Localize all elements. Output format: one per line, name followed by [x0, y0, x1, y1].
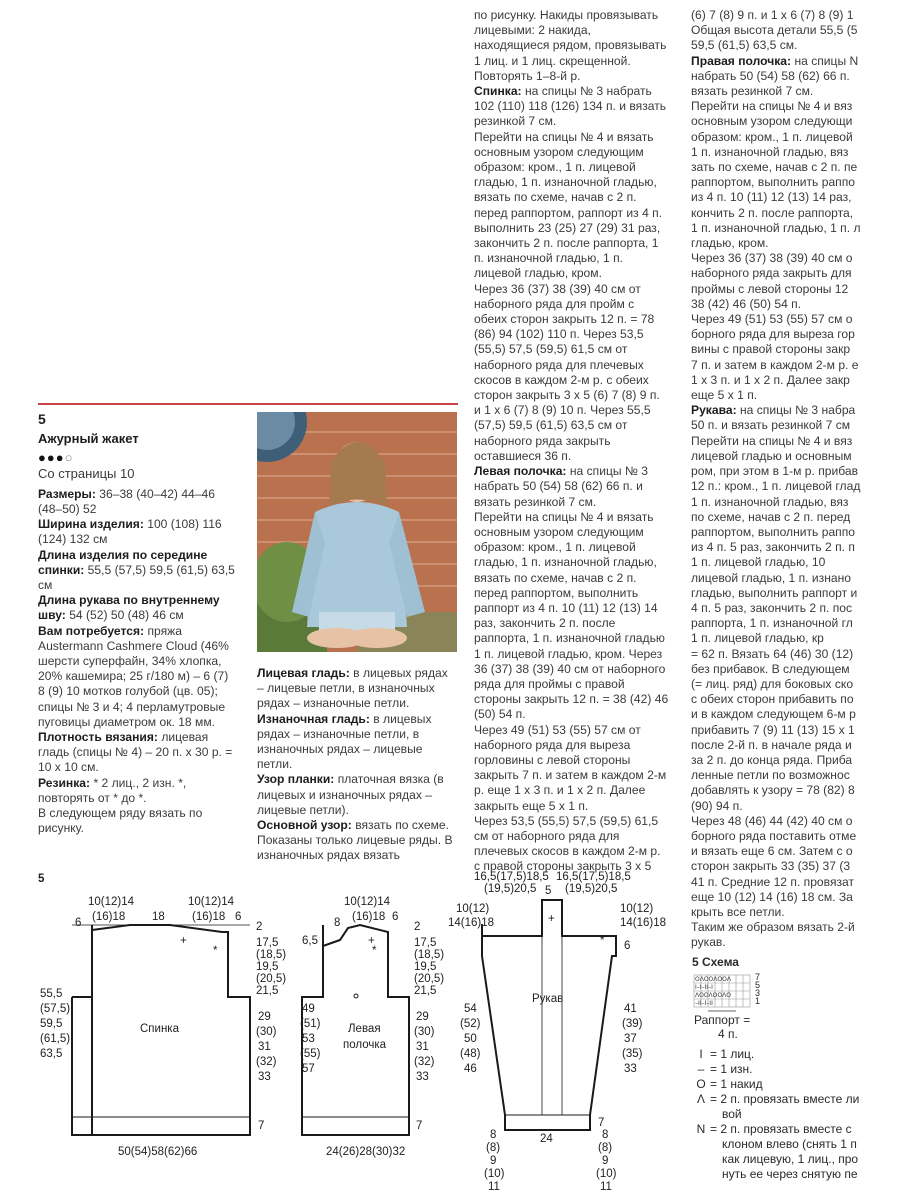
model-photo	[257, 412, 457, 652]
left-front-text-3: Через 49 (51) 53 (55) 57 см от наборного ряда для выреза горловины с левой стороны закрыть 7 п. и затем в каждом 2-м р. еще 1 x 3 п. и 1 x 2 п. Далее закрыть еще 5 x 1 п.	[474, 722, 667, 813]
pattern-intro: по рисунку. Накиды провязывать лицевыми: 2 накида, находящиеся рядом, провязывать 1 лиц. и 1 лиц. скрещенной. Повторять 1–8-й р.	[474, 8, 667, 83]
back-dim-neck: 18	[152, 911, 165, 923]
stitch-definitions-column	[257, 666, 457, 864]
text-line: гладью, выполнить раппорт и	[691, 585, 858, 600]
text-line: основным узором следующи	[691, 114, 853, 129]
text-line: без прибавок. В следующем	[691, 661, 850, 676]
text-line: 7 п. и затем в каждом 2-м р. е	[691, 357, 859, 372]
back-dim-shoulder-right: 10(12)14	[188, 896, 235, 908]
front-dim-h3: 53	[302, 1033, 315, 1045]
rib-extra: В следующем ряду вязать по рисунку.	[38, 806, 203, 836]
front-dim-r4: 19,5	[414, 961, 437, 973]
front-dim-rib: 7	[416, 1120, 423, 1132]
text-line: вязать резинкой 7 см.	[691, 84, 814, 99]
back-dim-shoulder-right-2: (16)18	[192, 911, 226, 923]
back-dim-s3: 31	[258, 1041, 271, 1053]
front-dim-h2: (51)	[300, 1018, 321, 1030]
front-dim-h5: 57	[302, 1063, 315, 1075]
text-line: 4 п. 5 раз, закончить 2 п. пос	[691, 600, 853, 615]
back-dim-r3: (18,5)	[256, 949, 287, 961]
marker-star: *	[600, 935, 605, 947]
text-line: по схеме, начав с 2 п. перед	[691, 509, 851, 524]
legend-symbol	[692, 1167, 710, 1182]
sleeve-dim-r2: 14(16)18	[620, 917, 667, 929]
reverse-stockinette-value: в лицевых рядах – изнаночные петли, в изнаночных рядах – лицевые петли.	[257, 711, 432, 772]
text-line: за 2 п. до конца ряда. Приба	[691, 752, 853, 767]
front-dim-bottom: 24(26)28(30)32	[326, 1146, 406, 1158]
text-line: после 2-й п. в начале ряда и	[691, 737, 852, 752]
band-pattern-value: платочная вязка (в лицевых и изнаночных рядах – лицевые петли).	[257, 772, 444, 817]
sleeve-dim-b2-right: (8)	[598, 1142, 613, 1154]
text-line: Через 48 (46) 44 (42) 40 см о	[691, 813, 853, 828]
symbol-legend	[692, 1047, 907, 1182]
row-number: 3	[755, 988, 761, 998]
back-dim-s5: 33	[258, 1071, 271, 1083]
text-line: борного ряда для выреза гор	[691, 327, 855, 342]
legend-symbol: O	[696, 1077, 706, 1091]
text-line: кончить 2 п. после раппорта,	[691, 205, 854, 220]
legend-row	[692, 1167, 907, 1182]
chart-row-numbers	[755, 973, 760, 1005]
legend-symbol	[692, 1152, 710, 1167]
legend-row	[692, 1152, 907, 1167]
marker-plus: +	[180, 935, 187, 947]
main-pattern-label: Основной узор:	[257, 818, 352, 833]
front-dim-top: 6	[392, 911, 399, 923]
sleeve-dim-b4: (10)	[484, 1168, 505, 1180]
text-line: добавлять к узору = 78 (82) 8	[691, 783, 855, 798]
sleeve-dim-b1: 8	[490, 1129, 497, 1141]
legend-text: = 2 п. провязать вместе с	[710, 1122, 852, 1136]
text-line: набрать 50 (54) 58 (62) 66 п.	[691, 68, 850, 83]
repeat-label: Раппорт =	[694, 1013, 751, 1027]
sleeve-dim-h4: (48)	[460, 1048, 481, 1060]
marker-plus: +	[368, 935, 375, 947]
gauge-value: лицевая гладь (спицы № 4) – 20 п. x 30 р. = 10 x 10 см.	[38, 730, 233, 775]
text-line: и вязать еще 6 см. Затем с о	[691, 844, 853, 859]
rib-value: * 2 лиц., 2 изн. *, повторять от * до *.	[38, 775, 187, 805]
width-value: 100 (108) 116 (124) 132 см	[38, 517, 222, 547]
sleeve-dim-h3: 50	[464, 1033, 477, 1045]
text-line: Перейти на спицы № 4 и вяз	[691, 99, 853, 114]
text-line: Перейти на спицы № 4 и вяз	[691, 433, 853, 448]
sleeve-dim-tl2: (19,5)20,5	[484, 883, 537, 895]
sleeve-dim-l1: 10(12)	[456, 903, 490, 915]
left-front-text-2: Перейти на спицы № 4 и вязать основным узором следующим образом: кром., 1 п. лицевой гладью, 1 п. изнаночной гладью, вязать по схеме, начав с 2 п. перед раппортом, выполнить раппорт из 4 п. 10 (11) 12 (13) 14 раз, закончить 2 п. после раппорта, 1 п. изнаночной гладью 1 п. лицевой гладью, кром. Через 36 (37) 38 (39) 40 см от наборного ряда для проймы с правой стороны закрыть 12 п. = 38 (42) 46 (50) 54 п.	[474, 509, 669, 722]
back-dim-s1: 29	[258, 1011, 271, 1023]
sleeve-dim-b3: 9	[490, 1155, 497, 1167]
text-line: образом: кром., 1 п. лицевой	[691, 129, 853, 144]
text-line: 41 п. Средние 12 п. провязат	[691, 874, 855, 889]
back-dim-h1: 55,5	[40, 988, 63, 1000]
svg-text:I–I–II–I: I–I–II–I	[695, 984, 713, 991]
sleeve-dim-mid: 5	[545, 885, 552, 897]
right-front-label: Правая полочка:	[691, 53, 792, 68]
sizes-label: Размеры:	[38, 486, 96, 501]
back-dim-shoulder: 10(12)14	[88, 896, 135, 908]
legend-row	[692, 1122, 907, 1137]
legend-text: вой	[722, 1107, 742, 1121]
rib-label: Резинка:	[38, 775, 91, 790]
text-line: 59,5 (61,5) 63,5 см.	[691, 38, 798, 53]
text-line: раппорта, 1 п. изнаночной гл	[691, 616, 853, 631]
back-label: Спинка:	[474, 84, 522, 99]
back-text-1: на спицы № 3 набрать 102 (110) 118 (126) 134 п. и вязать резинкой 7 см.	[474, 84, 667, 129]
instructions-right-column	[691, 8, 907, 951]
back-dim-h4: (61,5)	[40, 1033, 71, 1045]
sleeve-dim-rib: 7	[598, 1117, 605, 1129]
front-dim-r6: 21,5	[414, 985, 437, 997]
svg-text:–II–I–II: –II–I–II	[695, 1000, 713, 1007]
sleeve-dim-s2: (39)	[622, 1018, 643, 1030]
text-line: Через 36 (37) 38 (39) 40 см о	[691, 251, 853, 266]
text-line: еще 10 (12) 14 (16) 18 см. За	[691, 889, 853, 904]
text-line: 12 п.: кром., 1 п. лицевой глад	[691, 479, 861, 494]
left-front-schematic	[300, 896, 444, 1158]
back-text-2: Перейти на спицы № 4 и вязать основным узором следующим образом: кром., 1 п. лицевой гладью, 1 п. изнаночной гладью, вязать по схеме, начав с 2 п. перед раппортом, раппорт из 4 п. выполнить 23 (25) 27 (29) 31 раз, закончить 2 п. после раппорта, 1 п. изнаночной гладью, 1 п. лицевой гладью, кром.	[474, 129, 663, 281]
row-number: 1	[755, 996, 761, 1006]
chart-title: 5 Схема	[692, 955, 739, 969]
back-text-3: Через 36 (37) 38 (39) 40 см от наборного ряда для пройм с обеих сторон закрыть 12 п. = 78 (86) 94 (102) 110 п. Через 53,5 (55,5) 57,5 (59,5) 61,5 см от наборного ряда для плечевых скосов в каждом 2-м р. с обеих сторон закрыть 3 x 5 (6) 7 (8) 9 п. и 1 x 6 (7) 8 (9) 10 п. Через 55,5 (57,5) 59,5 (61,5) 63,5 см от наборного ряда закрыть оставшиеся 36 п.	[474, 281, 660, 463]
sleeve-dim-s3: 37	[624, 1033, 637, 1045]
back-dim-s4: (32)	[256, 1056, 277, 1068]
sleeve-length-value: 54 (52) 50 (48) 46 см	[69, 608, 184, 623]
text-line: из 4 п. 5 раз, закончить 2 п. п	[691, 540, 855, 555]
text-line: Таким же образом вязать 2-й	[691, 920, 855, 935]
sleeve-dim-tr1: 16,5(17,5)18,5	[556, 871, 631, 883]
back-dim-r5: (20,5)	[256, 973, 287, 985]
band-pattern-label: Узор планки:	[257, 772, 335, 787]
legend-text: как лицевую, 1 лиц., про	[722, 1152, 859, 1166]
text-line: 1 п. лицевой гладью, кр	[691, 631, 824, 646]
text-line: ром, при этом в 1-м р. прибав	[691, 464, 859, 479]
legend-symbol	[692, 1137, 710, 1152]
front-dim-r5: (20,5)	[414, 973, 445, 985]
legend-row	[692, 1077, 907, 1092]
gauge-label: Плотность вязания:	[38, 730, 158, 745]
front-dim-r3: (18,5)	[414, 949, 445, 961]
text-line: лицевой гладью и основным	[691, 448, 852, 463]
materials-label: Вам потребуется:	[38, 623, 145, 638]
materials-value: пряжа Austermann Cashmere Cloud (46% шерсти суперфайн, 34% хлопка, 20% кашемира; 25 г/180 м) – 6 (7) 8 (9) 10 мотков голубой (цв. 05); спицы № 3 и 4; 4 перламутровые пуговицы диаметром ок. 18 мм.	[38, 623, 229, 729]
text-line: на спицы N	[794, 53, 859, 68]
legend-text: = 2 п. провязать вместе ли	[710, 1092, 860, 1106]
text-line: 38 (42) 46 (50) 54 п.	[691, 296, 802, 311]
repeat-value: 4 п.	[718, 1027, 738, 1041]
difficulty-filled: ●●●	[38, 450, 65, 466]
back-dim-s2: (30)	[256, 1026, 277, 1038]
legend-symbol: Λ	[696, 1092, 705, 1106]
legend-text: = 1 накид	[710, 1077, 763, 1091]
width-label: Ширина изделия:	[38, 517, 144, 532]
marker-star: *	[213, 945, 218, 957]
left-front-label: Левая полочка:	[474, 464, 567, 479]
text-line: крыть все петли.	[691, 904, 785, 919]
sleeve-dim-tr2: (19,5)20,5	[565, 883, 618, 895]
legend-text: клоном влево (снять 1 п	[722, 1137, 857, 1151]
back-dim-rib: 7	[258, 1120, 265, 1132]
legend-row	[692, 1092, 907, 1107]
legend-row	[692, 1107, 907, 1122]
back-dim-top-left: 6	[75, 917, 82, 929]
diagram-number: 5	[38, 873, 45, 885]
legend-symbol	[692, 1107, 710, 1122]
front-dim-s2: (30)	[414, 1026, 435, 1038]
repeat-info	[694, 1013, 907, 1041]
article-number: 5	[38, 411, 46, 427]
left-front-text-4: Через 53,5 (55,5) 57,5 (59,5) 61,5 см от наборного ряда для плечевых скосов в каждом 2-м р. с правой стороны закрыть 3 x 5	[474, 813, 661, 874]
sleeve-dim-bottom: 24	[540, 1133, 553, 1145]
back-dim-bottom: 50(54)58(62)66	[118, 1146, 198, 1158]
back-dim-r2: 17,5	[256, 937, 279, 949]
text-line: борного ряда поставить отме	[691, 828, 857, 843]
back-dim-shoulder-2: (16)18	[92, 911, 126, 923]
marker-circle	[354, 994, 358, 998]
text-line: 1 п. лицевой гладью, 10	[691, 555, 826, 570]
front-dim-s5: 33	[416, 1071, 429, 1083]
marker-star: *	[372, 945, 377, 957]
text-line: (90) 94 п.	[691, 798, 743, 813]
back-length-value: 55,5 (57,5) 59,5 (61,5) 63,5 см	[38, 562, 235, 593]
legend-symbol: I	[699, 1047, 703, 1061]
difficulty-rating	[38, 450, 238, 465]
legend-row	[692, 1047, 907, 1062]
sleeve-schematic	[448, 871, 666, 1193]
legend-symbol: –	[697, 1062, 705, 1076]
row-number: 7	[755, 972, 761, 982]
text-line: рукав.	[691, 935, 726, 950]
chart-grid-wrap	[692, 973, 907, 1013]
sleeve-dim-r6: 6	[624, 940, 631, 952]
sleeve-dim-b5-right: 11	[600, 1181, 612, 1193]
stitch-chart	[692, 955, 907, 1182]
text-line: раппортом, выполнить раппо	[691, 175, 855, 190]
sleeve-dim-h2: (52)	[460, 1018, 481, 1030]
section-divider	[38, 403, 458, 405]
main-pattern-value: вязать по схеме. Показаны только лицевые ряды. В изнаночных рядах вязать	[257, 818, 453, 863]
row-number: 5	[755, 980, 761, 990]
difficulty-empty: ○	[64, 450, 74, 466]
sleeve-dim-h1: 54	[464, 1003, 477, 1015]
back-label: Спинка	[140, 1023, 179, 1035]
text-line: (6) 7 (8) 9 п. и 1 x 6 (7) 8 (9) 1	[691, 8, 854, 22]
legend-text: = 1 изн.	[710, 1062, 753, 1076]
back-dim-top-right: 6	[235, 911, 242, 923]
sleeve-label: Рукава:	[691, 403, 737, 418]
front-dim-s4: (32)	[414, 1056, 435, 1068]
sleeve-dim-b1-right: 8	[602, 1129, 609, 1141]
article-title: Ажурный жакет	[38, 431, 139, 447]
front-label-2: полочка	[343, 1039, 387, 1051]
front-dim-neck-v: 6,5	[302, 935, 318, 947]
front-dim-h1: 49	[302, 1003, 315, 1015]
text-line: из 4 п. 10 (11) 12 (13) 14 раз,	[691, 190, 852, 205]
reverse-stockinette-label: Изнаночная гладь:	[257, 711, 370, 726]
legend-text: = 1 лиц.	[710, 1047, 755, 1061]
back-schematic	[40, 896, 286, 1158]
sleeve-dim-s4: (35)	[622, 1048, 643, 1060]
back-dim-h5: 63,5	[40, 1048, 63, 1060]
legend-text: нуть ее через снятую пе	[722, 1167, 858, 1181]
sleeve-length-label: Длина рукава по внутреннему шву:	[38, 593, 220, 623]
front-dim-h4: (55)	[300, 1048, 321, 1060]
text-line: раппортом, выполнить раппо	[691, 524, 855, 539]
text-line: лицевой гладью, 1 п. изнано	[691, 570, 851, 585]
text-line: проймы с левой стороны 12	[691, 281, 849, 296]
back-dim-h3: 59,5	[40, 1018, 63, 1030]
front-dim-n8: 8	[334, 917, 341, 929]
front-dim-s3: 31	[416, 1041, 429, 1053]
marker-plus: +	[548, 913, 555, 925]
front-dim-r1: 2	[414, 921, 421, 933]
stockinette-label: Лицевая гладь:	[257, 666, 350, 680]
sleeve-dim-tl1: 16,5(17,5)18,5	[474, 871, 549, 883]
back-dim-r6: 21,5	[256, 985, 279, 997]
text-line: на спицы № 3 набра	[739, 403, 856, 418]
sleeve-dim-b4-right: (10)	[596, 1168, 617, 1180]
instructions-middle-column	[474, 8, 669, 875]
sleeve-outline	[482, 900, 616, 1130]
sleeve-dim-l2: 14(16)18	[448, 917, 495, 929]
sleeve-dim-b5: 11	[488, 1181, 500, 1193]
legend-symbol: N	[696, 1122, 706, 1136]
text-line: (= лиц. ряд) для боковых ско	[691, 676, 854, 691]
text-line: Через 49 (51) 53 (55) 57 см о	[691, 312, 853, 327]
text-line: = 62 п. Вязать 64 (46) 30 (12)	[691, 646, 854, 661]
text-line: с обеих сторон прибавить по	[691, 692, 854, 707]
text-line: наборного ряда закрыть для	[691, 266, 852, 281]
back-dim-r1: 2	[256, 921, 263, 933]
sleeve-dim-h5: 46	[464, 1063, 477, 1075]
source-page: Со страницы 10	[38, 465, 135, 481]
text-line: прибавить 7 (9) 11 (13) 15 x 1	[691, 722, 855, 737]
sleeve-label: Рукав	[532, 993, 564, 1005]
svg-text:ΛΟΟΛΟΟΛΟ: ΛΟΟΛΟΟΛΟ	[695, 992, 731, 999]
front-dim-shoulder-2: (16)18	[352, 911, 386, 923]
front-label-1: Левая	[348, 1023, 381, 1035]
text-line: ленные петли по возможнос	[691, 768, 850, 783]
text-line: и в каждом следующем 6-м р	[691, 707, 856, 722]
legend-row	[692, 1062, 907, 1077]
text-line: гладью, кром.	[691, 236, 769, 251]
article-header-column	[38, 412, 238, 836]
sleeve-dim-s1: 41	[624, 1003, 637, 1015]
sleeve-dim-s5: 33	[624, 1063, 637, 1075]
front-dim-s1: 29	[416, 1011, 429, 1023]
text-line: сторон закрыть 33 (35) 37 (3	[691, 859, 851, 874]
front-dim-r2: 17,5	[414, 937, 437, 949]
photo-illustration	[257, 412, 457, 652]
text-line: 1 x 3 п. и 1 x 2 п. Далее закр	[691, 372, 850, 387]
text-line: зать по схеме, начав с 2 п. пе	[691, 160, 858, 175]
text-line: 1 п. изнаночной гладью, вяз	[691, 494, 849, 509]
legend-row	[692, 1137, 907, 1152]
text-line: 1 п. изнаночной гладью, 1 п. л	[691, 220, 861, 235]
back-dim-r4: 19,5	[256, 961, 279, 973]
text-line: вины с правой стороны закр	[691, 342, 851, 357]
stockinette-value: в лицевых рядах – лицевые петли, в изнаночных рядах – изнаночные петли.	[257, 666, 448, 711]
svg-text:ΟΛΟΟΛΟΟΛ: ΟΛΟΟΛΟΟΛ	[695, 976, 731, 983]
front-dim-shoulder: 10(12)14	[344, 896, 391, 908]
chart-grid	[692, 973, 752, 1013]
text-line: 50 п. и вязать резинкой 7 см	[691, 418, 851, 433]
left-front-text-1: на спицы № 3 набрать 50 (54) 58 (62) 66 п. и вязать резинкой 7 см.	[474, 464, 648, 509]
sleeve-dim-r1: 10(12)	[620, 903, 654, 915]
back-length-label: Длина изделия по середине спинки:	[38, 547, 208, 577]
sleeve-dim-b3-right: 9	[602, 1155, 609, 1167]
text-line: 1 п. изнаночной гладью, вяз	[691, 144, 849, 159]
back-dim-h2: (57,5)	[40, 1003, 71, 1015]
sizes-value: 36–38 (40–42) 44–46 (48–50) 52	[38, 486, 215, 517]
text-line: Общая высота детали 55,5 (5	[691, 23, 858, 38]
sleeve-dim-b2: (8)	[486, 1142, 501, 1154]
text-line: еще 5 x 1 п.	[691, 388, 758, 403]
